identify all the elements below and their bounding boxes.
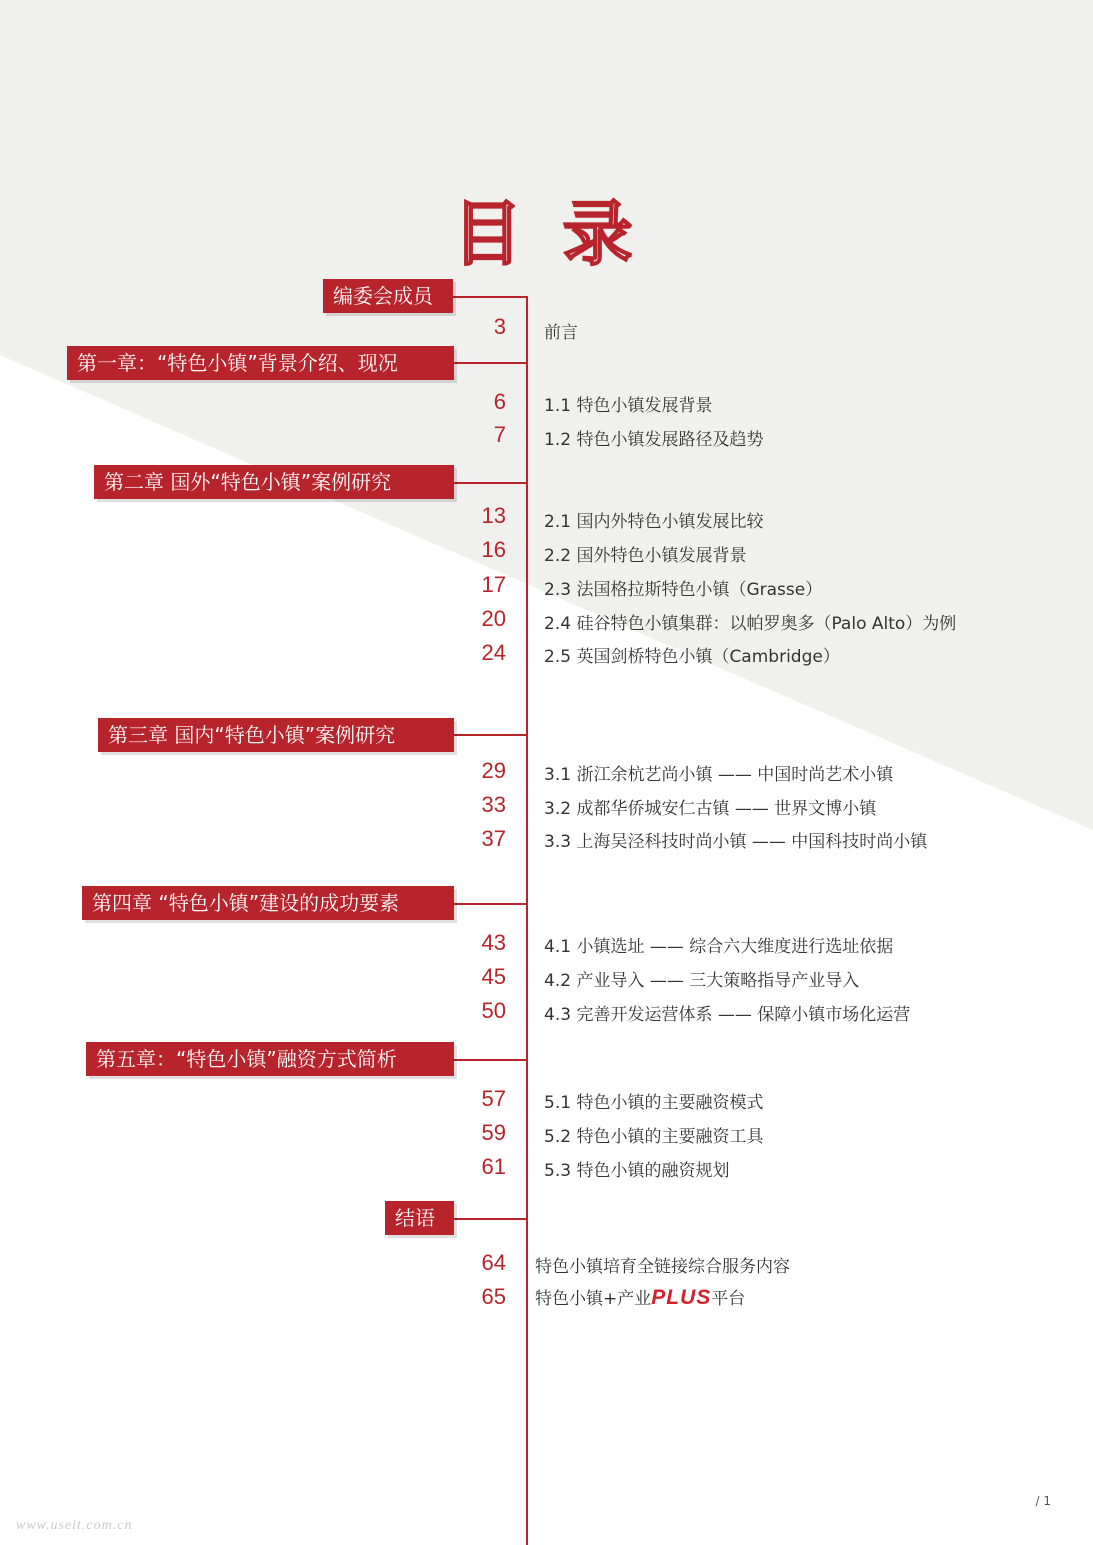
entry-title[interactable]: 2.3 法国格拉斯特色小镇（Grasse） bbox=[544, 580, 823, 600]
chapter-connector bbox=[454, 482, 527, 484]
entry-title-plus-platform[interactable] bbox=[535, 1284, 745, 1310]
chapter-heading[interactable]: 第四章 “特色小镇”建设的成功要素 bbox=[82, 886, 454, 920]
entry-page-number: 7 bbox=[493, 422, 506, 447]
chapter-heading[interactable]: 第二章 国外“特色小镇”案例研究 bbox=[94, 465, 454, 499]
entry-page-number: 45 bbox=[481, 964, 506, 989]
entry-title[interactable]: 1.1 特色小镇发展背景 bbox=[544, 396, 713, 416]
chapter-connector bbox=[453, 296, 527, 298]
chapter-connector bbox=[454, 903, 527, 905]
entry-page-number: 43 bbox=[481, 930, 506, 955]
entry-title[interactable]: 2.1 国内外特色小镇发展比较 bbox=[544, 512, 764, 532]
entry-title[interactable]: 5.2 特色小镇的主要融资工具 bbox=[544, 1127, 764, 1147]
page-title: 目 录 bbox=[452, 193, 641, 275]
entry-page-number: 37 bbox=[481, 826, 506, 851]
entry-page-number: 20 bbox=[481, 606, 506, 631]
entry-page-number: 29 bbox=[481, 758, 506, 783]
entry-title[interactable]: 3.1 浙江余杭艺尚小镇 —— 中国时尚艺术小镇 bbox=[544, 765, 894, 785]
watermark-text: www.useit.com.cn bbox=[16, 1518, 133, 1533]
chapter-connector bbox=[454, 734, 527, 736]
chapter-heading[interactable]: 第一章：“特色小镇”背景介绍、现况 bbox=[67, 346, 454, 380]
entry-page-number: 64 bbox=[481, 1250, 506, 1275]
plus-logo-word: PLUS bbox=[651, 1286, 712, 1309]
entry-title[interactable]: 2.5 英国剑桥特色小镇（Cambridge） bbox=[544, 647, 840, 667]
chapter-heading[interactable]: 第五章：“特色小镇”融资方式简析 bbox=[86, 1042, 454, 1076]
page-indicator: / 1 bbox=[1035, 1494, 1051, 1508]
entry-page-number: 61 bbox=[481, 1154, 506, 1179]
entry-page-number: 65 bbox=[481, 1284, 506, 1309]
entry-title[interactable]: 5.1 特色小镇的主要融资模式 bbox=[544, 1093, 764, 1113]
entry-title[interactable]: 前言 bbox=[544, 323, 578, 343]
entry-title[interactable]: 3.2 成都华侨城安仁古镇 —— 世界文博小镇 bbox=[544, 799, 877, 819]
chapter-connector bbox=[454, 362, 527, 364]
entry-title[interactable]: 2.4 硅谷特色小镇集群：以帕罗奥多（Palo Alto）为例 bbox=[544, 614, 957, 634]
entry-title[interactable]: 5.3 特色小镇的融资规划 bbox=[544, 1161, 730, 1181]
entry-page-number: 3 bbox=[493, 314, 506, 339]
chapter-heading[interactable]: 编委会成员 bbox=[323, 279, 453, 313]
entry-title-suffix: 平台 bbox=[711, 1289, 746, 1309]
chapter-connector bbox=[454, 1059, 527, 1061]
chapter-heading[interactable]: 第三章 国内“特色小镇”案例研究 bbox=[98, 718, 454, 752]
entry-page-number: 50 bbox=[481, 998, 506, 1023]
entry-title[interactable]: 4.1 小镇选址 —— 综合六大维度进行选址依据 bbox=[544, 937, 894, 957]
chapter-connector bbox=[454, 1218, 527, 1220]
entry-title[interactable]: 特色小镇培育全链接综合服务内容 bbox=[535, 1257, 790, 1277]
entry-page-number: 13 bbox=[481, 503, 506, 528]
entry-title[interactable]: 4.2 产业导入 —— 三大策略指导产业导入 bbox=[544, 971, 860, 991]
entry-page-number: 6 bbox=[493, 389, 506, 414]
entry-page-number: 59 bbox=[481, 1120, 506, 1145]
chapter-heading[interactable]: 结语 bbox=[385, 1201, 454, 1235]
entry-page-number: 24 bbox=[481, 640, 506, 665]
entry-page-number: 17 bbox=[481, 572, 506, 597]
entry-title[interactable]: 4.3 完善开发运营体系 —— 保障小镇市场化运营 bbox=[544, 1005, 911, 1025]
entry-title[interactable]: 2.2 国外特色小镇发展背景 bbox=[544, 546, 747, 566]
entry-title-prefix: 特色小镇+产业 bbox=[535, 1289, 652, 1309]
entry-page-number: 16 bbox=[481, 537, 506, 562]
entry-page-number: 57 bbox=[481, 1086, 506, 1111]
entry-title[interactable]: 3.3 上海吴泾科技时尚小镇 —— 中国科技时尚小镇 bbox=[544, 832, 928, 852]
entry-page-number: 33 bbox=[481, 792, 506, 817]
entry-title[interactable]: 1.2 特色小镇发展路径及趋势 bbox=[544, 430, 764, 450]
